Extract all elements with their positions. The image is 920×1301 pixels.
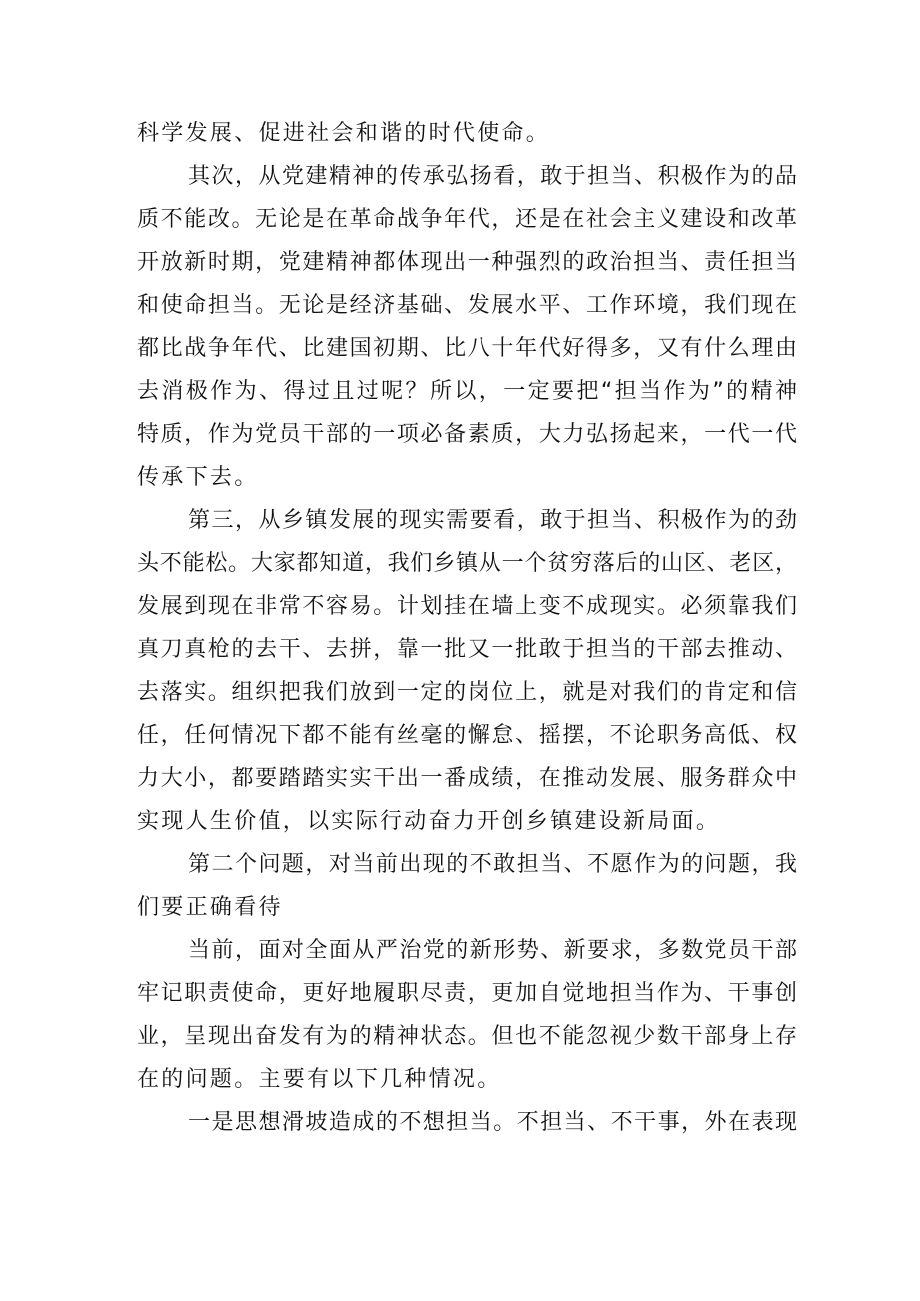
paragraph-first-line: 当前，面对全面从严治党的新形势、新要求，多数党员干部 <box>188 938 797 963</box>
text-line: 特质，作为党员干部的一项必备素质，大力弘扬起来，一代一代 <box>137 422 797 447</box>
text-line: 在的问题。主要有以下几种情况。 <box>137 1067 502 1092</box>
text-line: 传承下去。 <box>137 465 259 490</box>
text-line: 实现人生价值，以实际行动奋力开创乡镇建设新局面。 <box>137 809 721 834</box>
text-line: 科学发展、促进社会和谐的时代使命。 <box>137 121 551 146</box>
text-line: 头不能松。大家都知道，我们乡镇从一个贫穷落后的山区、老区， <box>137 551 797 576</box>
section-heading-line: 们要正确看待 <box>137 895 283 920</box>
text-line: 去落实。组织把我们放到一定的岗位上，就是对我们的肯定和信 <box>137 680 797 705</box>
text-line: 任，任何情况下都不能有丝毫的懈怠、摇摆，不论职务高低、权 <box>137 723 797 748</box>
text-line: 质不能改。无论是在革命战争年代，还是在社会主义建设和改革 <box>137 207 797 232</box>
section-heading-line: 第二个问题，对当前出现的不敢担当、不愿作为的问题，我 <box>188 852 797 877</box>
paragraph-first-line: 其次，从党建精神的传承弘扬看，敢于担当、积极作为的品 <box>188 164 797 189</box>
text-line: 开放新时期，党建精神都体现出一种强烈的政治担当、责任担当 <box>137 250 797 275</box>
text-line: 业，呈现出奋发有为的精神状态。但也不能忽视少数干部身上存 <box>137 1024 797 1049</box>
text-line: 力大小，都要踏踏实实干出一番成绩，在推动发展、服务群众中 <box>137 766 797 791</box>
text-line: 发展到现在非常不容易。计划挂在墙上变不成现实。必须靠我们 <box>137 594 797 619</box>
text-line: 和使命担当。无论是经济基础、发展水平、工作环境，我们现在 <box>137 293 797 318</box>
text-line: 真刀真枪的去干、去拼，靠一批又一批敢于担当的干部去推动、 <box>137 637 797 662</box>
paragraph-first-line: 一是思想滑坡造成的不想担当。不担当、不干事，外在表现 <box>188 1110 797 1135</box>
paragraph-first-line: 第三，从乡镇发展的现实需要看，敢于担当、积极作为的劲 <box>188 508 797 533</box>
text-line: 牢记职责使命，更好地履职尽责，更加自觉地担当作为、干事创 <box>137 981 797 1006</box>
text-line: 都比战争年代、比建国初期、比八十年代好得多，又有什么理由 <box>137 336 797 361</box>
text-line: 去消极作为、得过且过呢？所以，一定要把“担当作为”的精神 <box>137 379 797 404</box>
